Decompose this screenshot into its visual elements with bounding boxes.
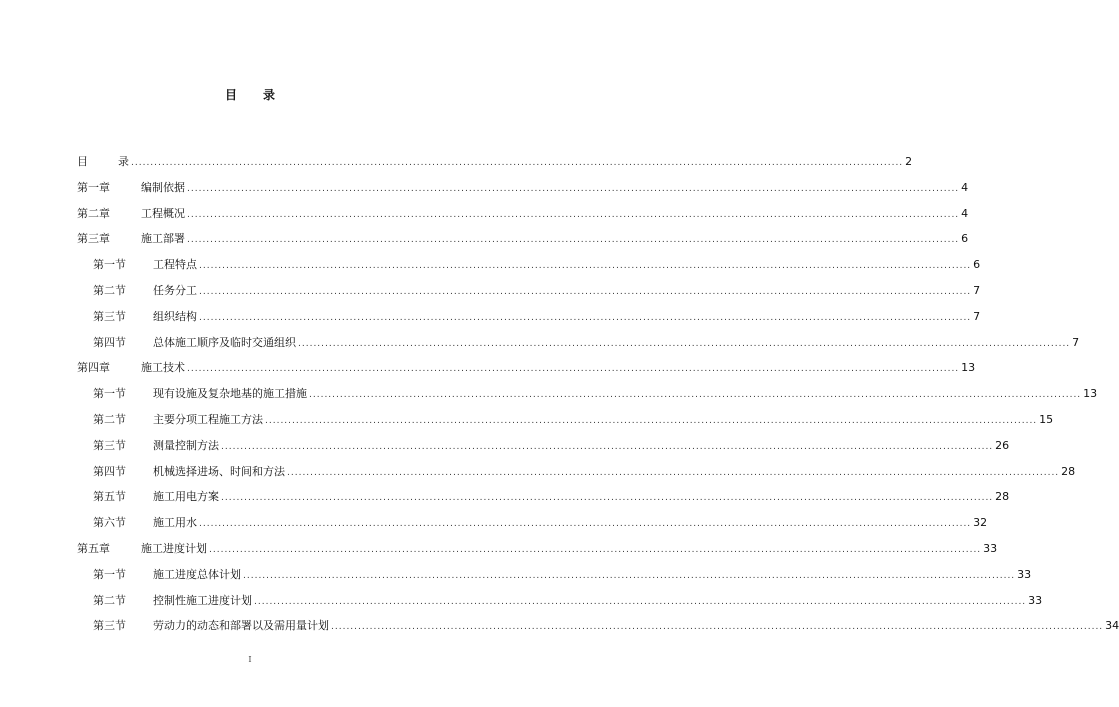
toc-entry[interactable] [0, 358, 976, 384]
toc-entry-title: 施工用水 [153, 516, 197, 530]
toc-entry-number: 第四节 [93, 464, 126, 478]
toc-entry-title: 施工进度计划 [141, 541, 207, 555]
toc-entry-title: 施工用电方案 [153, 490, 219, 504]
toc-entry-page-number: 4 [961, 180, 969, 194]
toc-dot-leader: ........................................................................................................................................................................................................ [243, 570, 1016, 581]
toc-dot-leader: ........................................................................................................................................................................................................ [187, 364, 960, 375]
toc-entry-body [153, 384, 1098, 405]
toc-entry[interactable] [0, 255, 981, 281]
toc-dot-leader: ........................................................................................................................................................................................................ [131, 158, 904, 168]
toc-entry-title [77, 152, 131, 172]
toc-entry-number: 第一节 [93, 387, 126, 401]
toc-entry-title: 任务分工 [153, 283, 197, 297]
toc-entry-title: 组织结构 [153, 309, 197, 323]
toc-entry-body [153, 487, 1010, 508]
toc-entry-number: 第三节 [93, 619, 126, 633]
toc-dot-leader: ........................................................................................................................................................................................................ [199, 286, 972, 297]
page-title-part-2: 录 [263, 88, 276, 102]
toc-entry-page-number: 34 [1105, 619, 1119, 633]
toc-entry-body [153, 255, 981, 276]
toc-entry-body [141, 204, 969, 225]
toc-entry[interactable] [0, 487, 1010, 513]
toc-entry-page-number: 6 [961, 232, 969, 246]
toc-dot-leader: ........................................................................................................................................................................................................ [221, 441, 994, 452]
toc-entry-page-number: 7 [973, 283, 981, 297]
toc-entry-body [153, 513, 988, 534]
toc-entry-page-number: 7 [1072, 335, 1080, 349]
toc-entry-number: 第一节 [93, 567, 126, 581]
toc-entry-number: 第二节 [93, 283, 126, 297]
toc-entry-body [153, 410, 1054, 431]
toc-entry-number: 第二章 [77, 206, 110, 220]
toc-entry-number: 第四节 [93, 335, 126, 349]
toc-entry-body [153, 307, 981, 328]
toc-entry-number: 第三节 [93, 438, 126, 452]
toc-entry-body [153, 616, 1119, 637]
toc-entry-number: 第五节 [93, 490, 126, 504]
toc-dot-leader: ........................................................................................................................................................................................................ [199, 261, 972, 272]
toc-entry-title: 总体施工顺序及临时交通组织 [153, 335, 296, 349]
toc-entry-body [141, 178, 969, 199]
toc-entry-body [153, 591, 1043, 612]
toc-entry-page-number: 33 [1017, 567, 1032, 581]
toc-entry-number: 第五章 [77, 541, 110, 555]
toc-entry-page-number: 13 [961, 361, 976, 375]
toc-entry[interactable] [0, 565, 1032, 591]
toc-entry-number: 第一节 [93, 258, 126, 272]
toc-entry-title: 施工进度总体计划 [153, 567, 241, 581]
toc-entry[interactable] [0, 616, 1119, 642]
toc-entry-title: 测量控制方法 [153, 438, 219, 452]
toc-entry[interactable] [0, 229, 969, 255]
toc-dot-leader: ........................................................................................................................................................................................................ [309, 390, 1082, 401]
toc-entry-body [153, 462, 1076, 483]
toc-entry-page-number: 15 [1039, 412, 1054, 426]
toc-entry-title: 控制性施工进度计划 [153, 593, 252, 607]
toc-entry-page-number: 33 [1028, 593, 1043, 607]
toc-entry-number: 第四章 [77, 361, 110, 375]
toc-entry-number: 第一章 [77, 180, 110, 194]
page-title-part-1: 目 [224, 88, 237, 102]
toc-entry-title: 工程特点 [153, 258, 197, 272]
toc-entry-body [153, 436, 1010, 457]
toc-entry-title-part-1: 目 [77, 155, 88, 168]
toc-entry[interactable] [0, 204, 969, 230]
toc-entry-body [77, 152, 913, 173]
toc-dot-leader: ........................................................................................................................................................................................................ [199, 312, 972, 323]
toc-entry[interactable] [0, 436, 1010, 462]
toc-entry[interactable] [0, 152, 913, 178]
toc-entry-title: 劳动力的动态和部署以及需用量计划 [153, 619, 329, 633]
toc-entry[interactable] [0, 384, 1098, 410]
toc-entry-page-number: 4 [961, 206, 969, 220]
table-of-contents [0, 152, 1119, 642]
toc-entry-title: 施工部署 [141, 232, 185, 246]
toc-entry-number: 第二节 [93, 593, 126, 607]
page-number-footer: I [248, 655, 252, 664]
toc-entry[interactable] [0, 410, 1054, 436]
toc-dot-leader: ........................................................................................................................................................................................................ [199, 519, 972, 530]
toc-entry-number: 第二节 [93, 412, 126, 426]
toc-entry-number: 第六节 [93, 516, 126, 530]
toc-entry[interactable] [0, 178, 969, 204]
toc-entry-page-number: 13 [1083, 387, 1098, 401]
toc-entry-title: 工程概况 [141, 206, 185, 220]
toc-dot-leader: ........................................................................................................................................................................................................ [187, 183, 960, 194]
toc-dot-leader: ........................................................................................................................................................................................................ [298, 338, 1071, 349]
toc-entry-title: 现有设施及复杂地基的施工措施 [153, 387, 307, 401]
toc-dot-leader: ........................................................................................................................................................................................................ [254, 596, 1027, 607]
toc-entry-title: 编制依据 [141, 180, 185, 194]
toc-dot-leader: ........................................................................................................................................................................................................ [265, 415, 1038, 426]
toc-entry[interactable] [0, 539, 998, 565]
toc-entry[interactable] [0, 307, 981, 333]
toc-dot-leader: ........................................................................................................................................................................................................ [209, 544, 982, 555]
toc-dot-leader: ........................................................................................................................................................................................................ [287, 467, 1060, 478]
toc-entry-body [141, 229, 969, 250]
toc-entry-page-number: 33 [983, 541, 998, 555]
toc-entry[interactable] [0, 462, 1076, 488]
toc-entry-number: 第三章 [77, 232, 110, 246]
toc-entry-page-number: 28 [1061, 464, 1076, 478]
toc-dot-leader: ........................................................................................................................................................................................................ [331, 622, 1104, 633]
toc-entry-page-number: 2 [905, 155, 913, 168]
toc-entry-body [141, 539, 998, 560]
toc-entry[interactable] [0, 281, 981, 307]
page-title [0, 86, 500, 103]
toc-entry-number: 第三节 [93, 309, 126, 323]
toc-entry-page-number: 7 [973, 309, 981, 323]
toc-entry-page-number: 6 [973, 258, 981, 272]
toc-dot-leader: ........................................................................................................................................................................................................ [187, 209, 960, 220]
toc-entry-title: 主要分项工程施工方法 [153, 412, 263, 426]
toc-entry-body [153, 333, 1080, 354]
toc-entry-body [153, 565, 1032, 586]
toc-entry-body [141, 358, 976, 379]
toc-entry-title: 施工技术 [141, 361, 185, 375]
toc-entry-title: 机械选择进场、时间和方法 [153, 464, 285, 478]
toc-entry-title-part-2: 录 [118, 155, 129, 168]
toc-entry[interactable] [0, 591, 1043, 617]
toc-entry[interactable] [0, 333, 1080, 359]
toc-dot-leader: ........................................................................................................................................................................................................ [187, 235, 960, 246]
toc-entry-page-number: 26 [995, 438, 1010, 452]
toc-entry-body [153, 281, 981, 302]
toc-entry[interactable] [0, 513, 988, 539]
toc-entry-page-number: 32 [973, 516, 988, 530]
toc-dot-leader: ........................................................................................................................................................................................................ [221, 493, 994, 504]
toc-entry-page-number: 28 [995, 490, 1010, 504]
